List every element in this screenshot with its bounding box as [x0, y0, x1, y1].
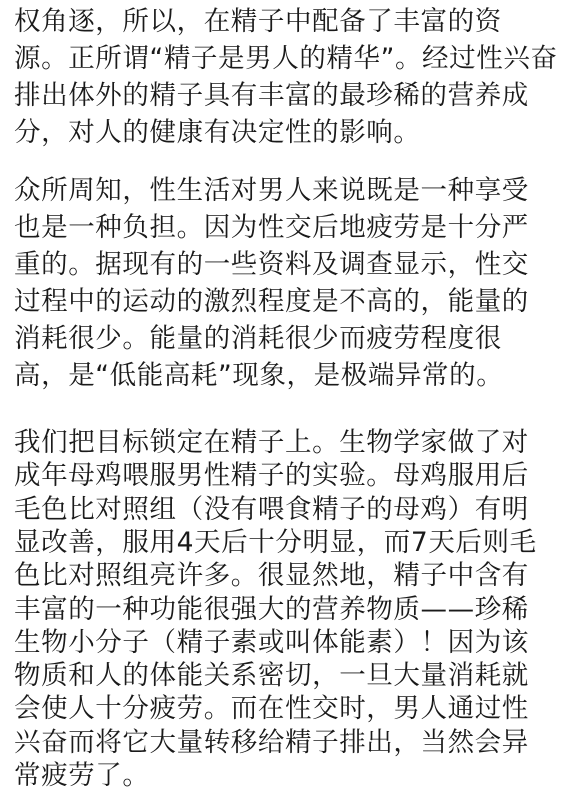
- text-line: 消耗很少。能量的消耗很少而疲劳程度很: [14, 323, 502, 354]
- text-line: 权角逐，所以，在精子中配备了丰富的资: [14, 6, 502, 37]
- text-line: 排出体外的精子具有丰富的最珍稀的营养成: [14, 80, 529, 111]
- text-line: 毛色比对照组（没有喂食精子的母鸡）有明: [14, 494, 529, 525]
- text-line: 高，是“低能高耗”现象，是极端异常的。: [14, 360, 504, 391]
- text-line: 物质和人的体能关系密切，一旦大量消耗就: [14, 660, 529, 691]
- text-line: 我们把目标锁定在精子上。生物学家做了对: [14, 427, 529, 458]
- text-line: 过程中的运动的激烈程度是不高的，能量的: [14, 286, 529, 317]
- text-line: 生物小分子（精子素或叫体能素）！因为该: [14, 627, 529, 658]
- text-line: 丰富的一种功能很强大的营养物质——珍稀: [14, 594, 529, 625]
- text-line: 常疲劳了。: [14, 760, 150, 791]
- text-line: 色比对照组亮许多。很显然地，精子中含有: [14, 560, 529, 591]
- text-line: 源。正所谓“精子是男人的精华”。经过性兴奋: [14, 43, 558, 74]
- text-line: 会使人十分疲劳。而在性交时，男人通过性: [14, 693, 529, 724]
- text-line: 成年母鸡喂服男性精子的实验。母鸡服用后: [14, 460, 529, 491]
- text-line: 分，对人的健康有决定性的影响。: [14, 117, 421, 148]
- text-line: 也是一种负担。因为性交后地疲劳是十分严: [14, 212, 529, 243]
- text-line: 显改善，服用4天后十分明显，而7天后则毛: [14, 527, 537, 558]
- text-line: 众所周知，性生活对男人来说既是一种享受: [14, 175, 529, 206]
- text-line: 重的。据现有的一些资料及调查显示，性交: [14, 249, 529, 280]
- text-line: 兴奋而将它大量转移给精子排出，当然会异: [14, 727, 529, 758]
